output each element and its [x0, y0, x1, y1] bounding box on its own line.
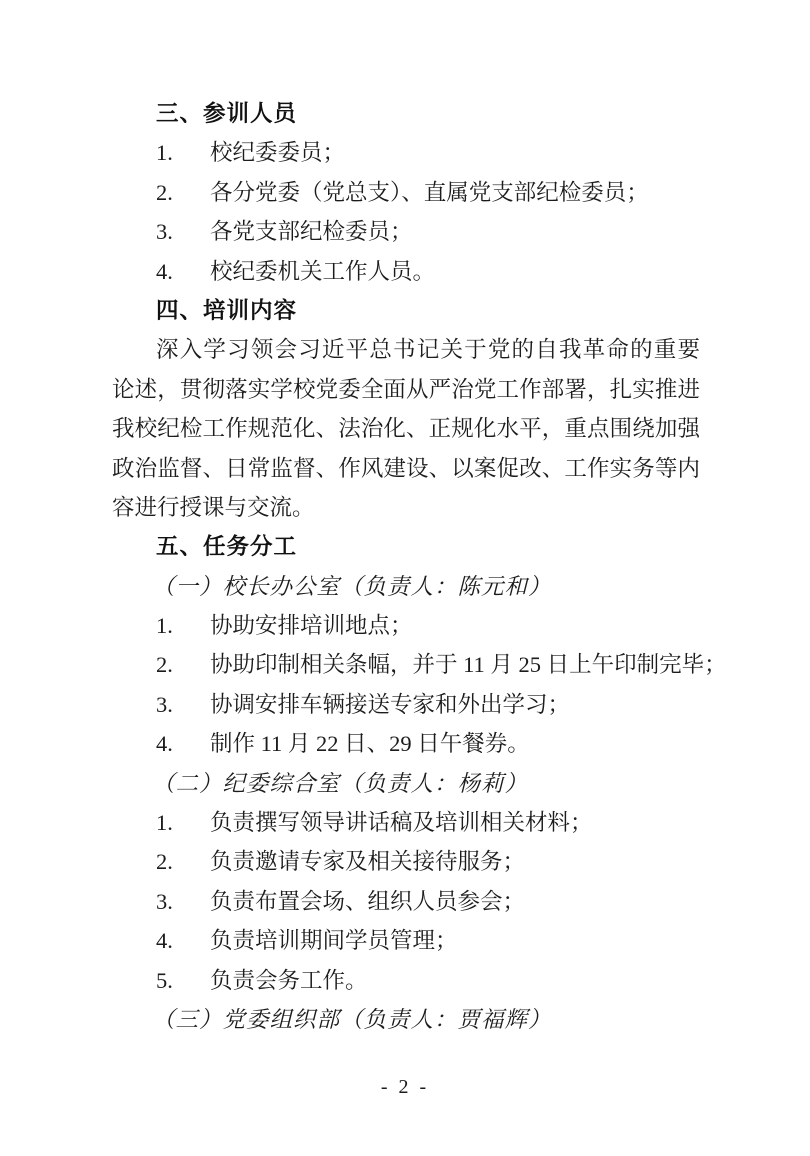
item-text: 校纪委委员；: [210, 140, 346, 166]
list-item: [112, 803, 700, 842]
item-text: 协调安排车辆接送专家和外出学习；: [210, 691, 571, 717]
list-item: [112, 921, 700, 960]
paragraph-line: 论述，贯彻落实学校党委全面从严治党工作部署，扎实推进: [112, 376, 700, 402]
list-item: [112, 724, 700, 763]
task-group-subheading: （二）纪委综合室（负责人：杨莉）: [152, 770, 529, 796]
section-heading-tasks: 五、任务分工: [156, 534, 298, 560]
list-item: [112, 606, 700, 645]
task-group-subheading: （一）校长办公室（负责人：陈元和）: [152, 573, 552, 599]
item-text: 各分党委（党总支）、直属党支部纪检委员；: [210, 179, 649, 205]
item-text: 负责会务工作。: [210, 967, 368, 993]
section-heading-training-content: 四、培训内容: [156, 297, 298, 323]
item-text: 负责邀请专家及相关接待服务；: [210, 849, 526, 875]
task-group-subheading: （三）党委组织部（负责人：贾福辉）: [152, 1006, 552, 1032]
list-item: [112, 212, 700, 251]
item-text: 负责培训期间学员管理；: [210, 928, 458, 954]
list-item: [112, 961, 700, 1000]
list-item: [112, 882, 700, 921]
item-number: 3.: [156, 219, 173, 245]
item-number: 4.: [156, 928, 173, 954]
item-number: 1.: [156, 810, 173, 836]
paragraph-line: 政治监督、日常监督、作风建设、以案促改、工作实务等内: [112, 455, 700, 481]
item-text: 协助印制相关条幅，并于 11 月 25 日上午印制完毕；: [210, 652, 727, 678]
page-number: - 2 -: [380, 1076, 430, 1098]
list-item: [112, 645, 727, 684]
item-number: 1.: [156, 613, 173, 639]
paragraph-line: 容进行授课与交流。: [112, 494, 315, 520]
list-item: [112, 133, 700, 172]
item-text: 各党支部纪检委员；: [210, 219, 413, 245]
list-item: [112, 173, 700, 212]
item-number: 4.: [156, 258, 173, 284]
item-number: 2.: [156, 652, 173, 678]
list-item: [112, 842, 700, 881]
item-number: 3.: [156, 691, 173, 717]
list-item: [112, 685, 700, 724]
item-number: 4.: [156, 731, 173, 757]
item-number: 3.: [156, 888, 173, 914]
item-text: 协助安排培训地点；: [210, 613, 413, 639]
document-body: [112, 94, 727, 1039]
item-text: 负责布置会场、组织人员参会；: [210, 888, 526, 914]
item-number: 1.: [156, 140, 173, 166]
paragraph-line: 深入学习领会习近平总书记关于党的自我革命的重要: [156, 337, 700, 363]
section-heading-participants: 三、参训人员: [156, 101, 298, 126]
item-text: 校纪委机关工作人员。: [210, 258, 436, 284]
list-item: [112, 252, 700, 291]
item-number: 5.: [156, 967, 173, 993]
item-text: 负责撰写领导讲话稿及培训相关材料；: [210, 810, 593, 836]
item-number: 2.: [156, 179, 173, 205]
paragraph-line: 我校纪检工作规范化、法治化、正规化水平，重点围绕加强: [112, 416, 700, 442]
item-text: 制作 11 月 22 日、29 日午餐券。: [210, 731, 530, 757]
item-number: 2.: [156, 849, 173, 875]
